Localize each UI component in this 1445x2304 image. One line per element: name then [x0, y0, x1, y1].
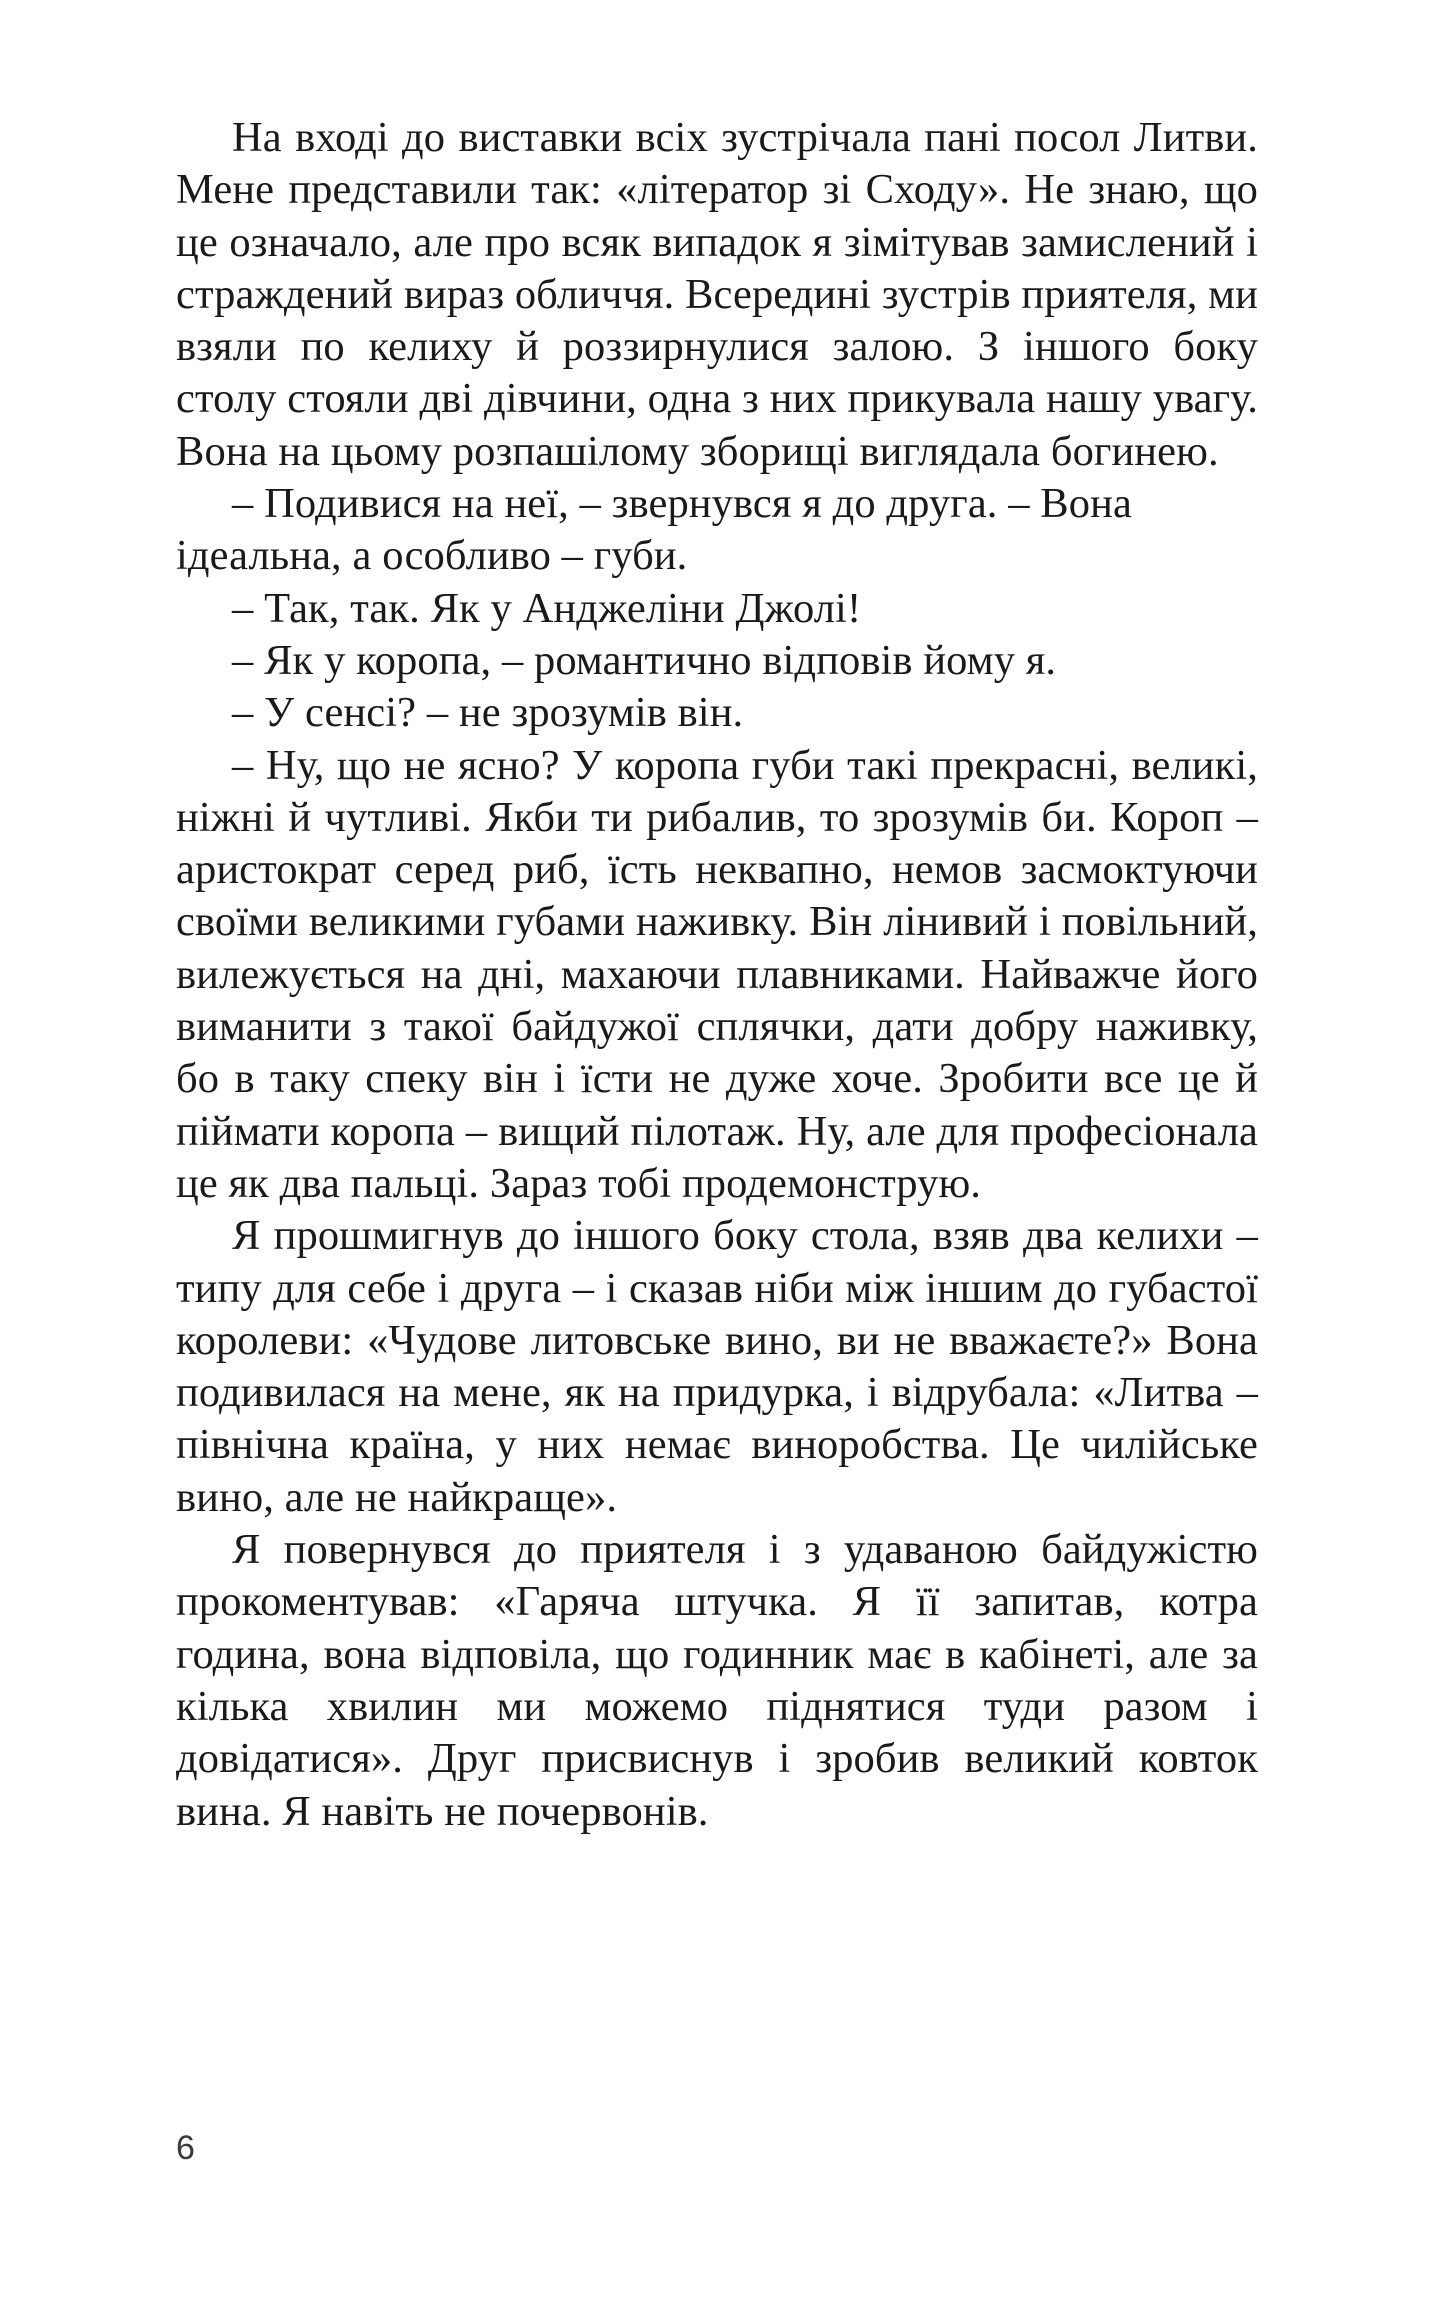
- paragraph-dialogue-2: – Так, так. Як у Анджеліни Джолі!: [232, 584, 862, 632]
- paragraph-dialogue-5: – Ну, що не ясно? У коропа губи такі прекрасні, великі, ніжні й чутливі. Якби ти рибалив, то зрозумів би. Короп – аристократ серед риб, їсть неквапно, немов засмоктуючи своїми великими губами наживку. Він лінивий і повільний, вилежується на дні, махаючи плавниками. Найважче його виманити з такої байдужої сплячки, дати добру наживку, бо в таку спеку він і їсти не дуже хоче. Зробити все це й піймати коропа – вищий пілотаж. Ну, але для професіонала це як два пальці. Зараз тобі продемонструю.: [176, 741, 1258, 1207]
- paragraph-dialogue-3: – Як у коропа, – романтично відповів йому я.: [232, 636, 1057, 684]
- paragraph-narrative-1: На вході до виставки всіх зустрічала пані посол Литви. Мене представили так: «літератор зі Сходу». Не знаю, що це означало, але про всяк випадок я зімітував замислений і страждений вираз обличчя. Всередині зустрів приятеля, ми взяли по келиху й роззирнулися залою. З іншого боку столу стояли дві дівчини, одна з них прикувала нашу увагу. Вона на цьому розпашілому зборищі виглядала богинею.: [176, 114, 1258, 475]
- page-text-block: [176, 112, 1258, 1838]
- paragraph-narrative-2: Я прошмигнув до іншого боку стола, взяв два келихи – типу для себе і друга – і сказав ніби між іншим до губастої королеви: «Чудове литовське вино, ви не вважаєте?» Вона подивилася на мене, як на придурка, і відрубала: «Литва – північна країна, у них немає виноробства. Це чилійське вино, але не найкраще».: [176, 1212, 1258, 1521]
- paragraph-dialogue-1: – Подивися на неї, – звернувся я до друга. – Вона ідеальна, а особливо – губи.: [176, 480, 1132, 580]
- paragraph-narrative-3: Я повернувся до приятеля і з удаваною байдужістю прокоментував: «Гаряча штучка. Я її запитав, котра година, вона відповіла, що годинник має в кабінеті, але за кілька хвилин ми можемо піднятися туди разом і довідатися». Друг присвиснув і зробив великий ковток вина. Я навіть не почервонів.: [176, 1526, 1258, 1835]
- page-number: 6: [176, 2129, 196, 2167]
- paragraph-dialogue-4: – У сенсі? – не зрозумів він.: [232, 689, 744, 737]
